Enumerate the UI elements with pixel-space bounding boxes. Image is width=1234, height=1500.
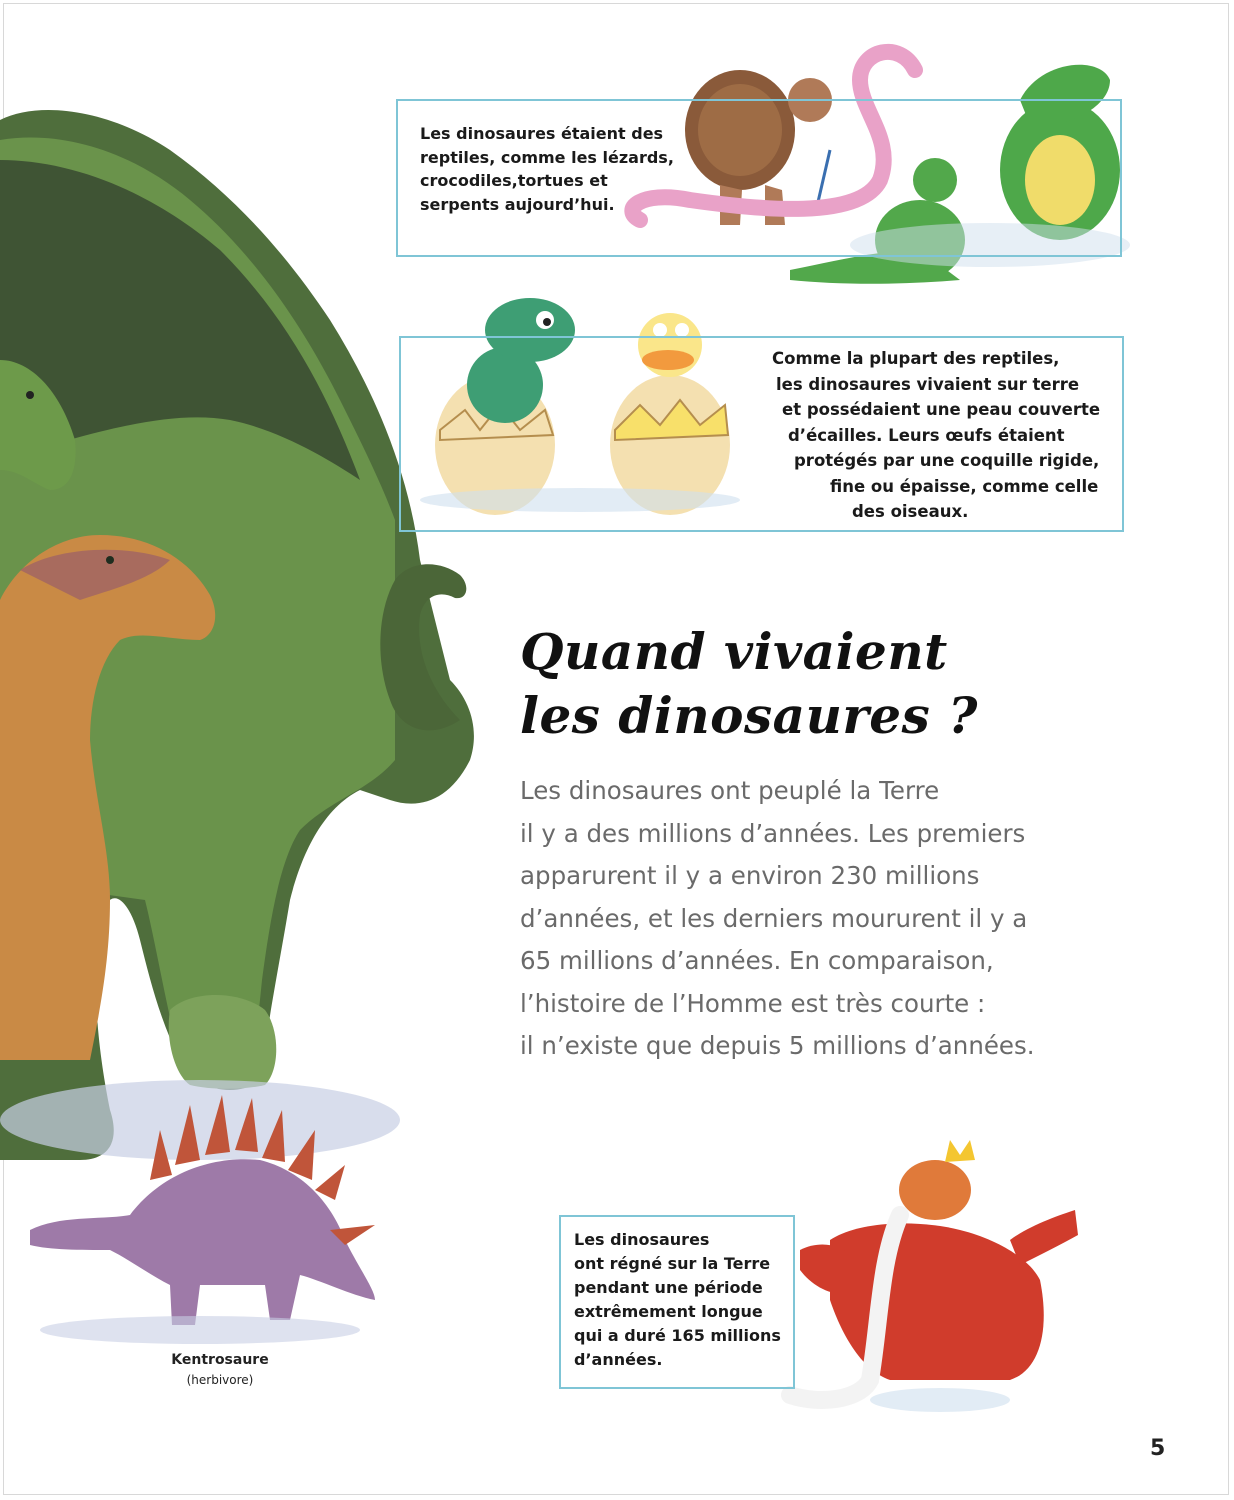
caption-line: fine ou épaisse, comme celle bbox=[830, 476, 1099, 496]
dino-diet: (herbivore) bbox=[186, 1373, 254, 1387]
body-line: d’années, et les derniers moururent il y a bbox=[520, 903, 1028, 933]
body-line: il n’existe que depuis 5 millions d’années. bbox=[520, 1031, 1035, 1060]
dino-name: Kentrosaure bbox=[171, 1352, 269, 1368]
caption-line: Les dinosaures étaient des bbox=[420, 124, 664, 143]
caption-line: les dinosaures vivaient sur terre bbox=[776, 374, 1080, 394]
caption-line: des oiseaux. bbox=[852, 502, 969, 521]
caption-line: serpents aujourd’hui. bbox=[420, 194, 615, 214]
body-line: il y a des millions d’années. Les premiers bbox=[520, 818, 1026, 848]
kentrosaurus-label bbox=[150, 1350, 290, 1390]
caption-line: et possédaient une peau couverte bbox=[782, 400, 1101, 419]
caption-line: protégés par une coquille rigide, bbox=[794, 451, 1100, 470]
caption-line: ont régné sur la Terre bbox=[574, 1254, 771, 1273]
caption-line: Les dinosaures bbox=[574, 1230, 710, 1249]
caption-reptiles bbox=[420, 122, 680, 216]
body-paragraph bbox=[520, 770, 1120, 1068]
caption-eggs bbox=[760, 346, 1106, 525]
caption-line: pendant une période bbox=[574, 1278, 763, 1297]
caption-line: qui a duré 165 millions bbox=[574, 1326, 781, 1345]
title-line-1: Quand vivaient bbox=[520, 622, 948, 681]
caption-line: Comme la plupart des reptiles, bbox=[772, 349, 1060, 368]
caption-reign bbox=[574, 1228, 784, 1372]
caption-line: crocodiles,tortues et bbox=[420, 171, 608, 190]
body-line: apparurent il y a environ 230 millions bbox=[520, 861, 980, 890]
king-dinosaur-cartoon bbox=[790, 1140, 1078, 1412]
caption-line: d’écailles. Leurs œufs étaient bbox=[788, 425, 1065, 445]
caption-line: reptiles, comme les lézards, bbox=[420, 147, 674, 167]
body-line: Les dinosaures ont peuplé la Terre bbox=[520, 776, 940, 805]
page-number: 5 bbox=[1150, 1436, 1166, 1461]
caption-line: d’années. bbox=[574, 1350, 663, 1369]
body-line: l’histoire de l’Homme est très courte : bbox=[520, 988, 986, 1018]
caption-line: extrêmement longue bbox=[574, 1302, 763, 1321]
body-line: 65 millions d’années. En comparaison, bbox=[520, 946, 994, 975]
title-line-2: les dinosaures ? bbox=[520, 686, 978, 745]
page-title bbox=[520, 620, 978, 748]
